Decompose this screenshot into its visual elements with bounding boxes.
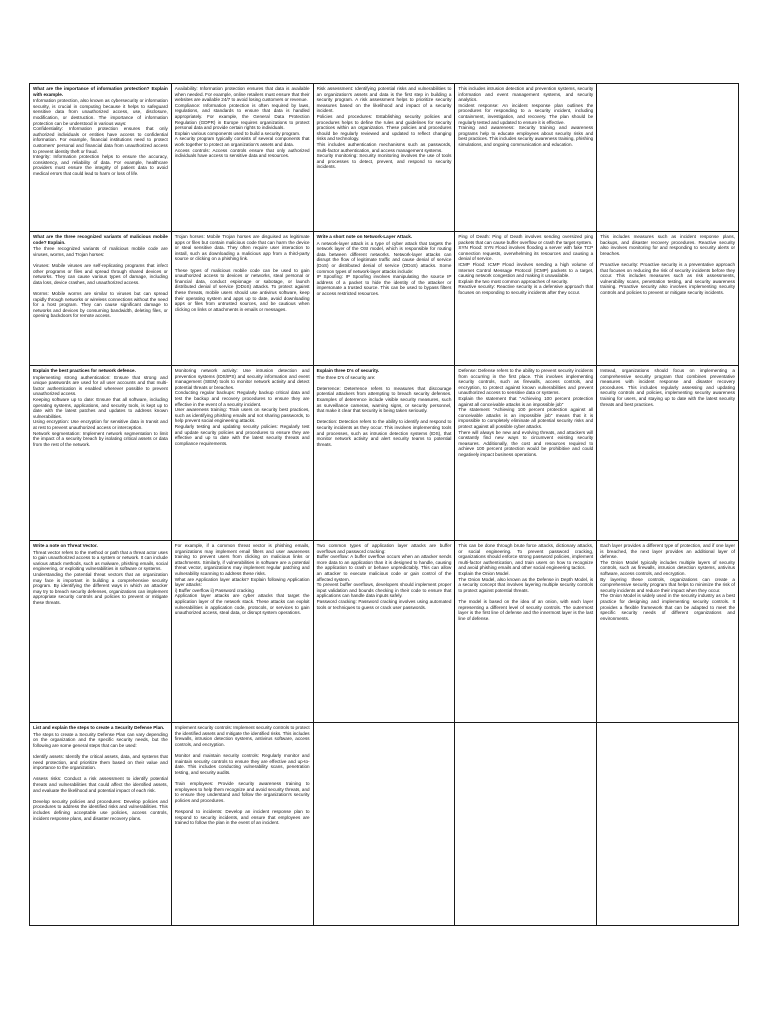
table-cell [597,541,739,723]
answer-text: This includes measures such as incident response plans, backups, and disaster recovery procedures. Reactive security also involves monitoring for and responding to security alerts or breaches. Proactive security: Proactive security is a preventative approach that focuses on reducing the risk of security incidents before they occur. This includes measures such as risk assessments, vulnerability scans, penetration testing, and security awareness training. Proactive security also involves implementing security controls and policies to prevent or mitigate security incidents. [600,234,735,295]
table-cell [171,366,313,541]
table-cell [597,366,739,541]
table-row [30,723,739,926]
table-cell [313,84,455,232]
answer-text: Threat vector refers to the method or path that a threat actor uses to gain unauthorized access to a system or network. It can include various attack methods, such as malware, phishing emails, social engineering, or exploiting vulnerabilities in software or systems. Understanding the potential threat vectors that an organization may face is important in building a comprehensive security program. By identifying the different ways in which an attacker may try to breach security defenses, organizations can implement appropriate security controls and policies to prevent or mitigate these threats. [33,549,168,605]
table-row [30,232,739,366]
answer-text: Implementing strong authentication: Ensure that strong and unique passwords are used for all user accounts and that multi-factor authentication is enabled wherever possible to prevent unauthorized access. Keeping software up to date: Ensure that all software, including operating systems, applications, and security tools, is kept up to date with the latest patches and updates to address known vulnerabilities. Using encryption: Use encryption for sensitive data in transit and at rest to prevent unauthorized access or interception. Network segmentation: Implement network segmentation to limit the impact of a security breach by isolating critical assets or data from the rest of the network. [33,374,168,447]
answer-text: The steps to create a Security Defense Plan can vary depending on the organization and the specific security needs, but the following are some general steps that can be used: Identify assets: Identify the critical assets, data, and systems that need protection, and prioritize them based on their value and importance to the organization. Assess risks: Conduct a risk assessment to identify potential threats and vulnerabilities that could affect the identified assets, and evaluate the likelihood and potential impact of each risk. Develop security policies and procedures: Develop policies and procedures to address the identified risks and vulnerabilities. This includes defining acceptable use policies, access controls, incident response plans, and disaster recovery plans. [33,731,168,821]
answer-text: A network-layer attack is a type of cyber attack that targets the network layer of the OSI model, which is responsible for routing data between different networks. Network-layer attacks can disrupt the flow of legitimate traffic and cause denial of service (DoS) or distributed denial of service (DDoS) attacks. Some common types of network-layer attacks include: IP Spoofing: IP Spoofing involves manipulating the source IP address of a packet to hide the identity of the attacker or impersonate a trusted source. This can be used to bypass filters or access restricted resources. [316,240,452,296]
table-cell [30,232,172,366]
table-cell [455,723,597,926]
question-heading: Explain the best practices for network defence. [33,368,136,373]
question-heading: What are the importance of information protection? Explain with example. [33,86,170,97]
table-cell [313,541,455,723]
table-cell [455,84,597,232]
answer-text: Each layer provides a different type of protection, and if one layer is breached, the next layer provides an additional layer of defense. The Onion Model typically includes multiple layers of security controls, such as firewalls, intrusion detection systems, antivirus software, access controls, and encryption. By layering these controls, organizations can create a comprehensive security program that helps to minimize the risk of security incidents and reduce their impact when they occur. The Onion Model is widely used in the security industry as a best practice for designing and implementing security controls. It provides a flexible framework that can be adapted to meet the specific security needs of different organizations and environments. [600,543,735,621]
answer-text: Information protection, also known as cybersecurity or information security, is crucial in computing because it helps to safeguard sensitive data from unauthorized access, use, disclosure, modification, or destruction. The importance of information protection can be understood in various ways: Confidentiality: Information protection ensures that only authorized individuals or entities have access to confidential information. For example, financial institutions need to protect customers' personal and financial data from unauthorized access to prevent identity theft or fraud. Integrity: Information protection helps to ensure the accuracy, consistency, and reliability of data. For example, healthcare providers must ensure the integrity of patient data to avoid medical errors that could lead to harm or loss of life. [33,98,168,176]
question-heading: Write a short note on Network-Layer Attack. [316,234,413,239]
document-page [29,83,739,925]
answer-text: The three recognized variants of malicious mobile code are viruses, worms, and Trojan horses: Viruses: Mobile viruses are self-replicating programs that infect other programs or files and spread through shared devices or networks. They can cause various types of damage, including data loss, device crashes, and unauthorized access. Worms: Mobile worms are similar to viruses but can spread rapidly through networks or wireless connections without the need for a host program. They can cause significant damage to networks and devices by consuming bandwidth, deleting files, or opening backdoors for remote access. [33,246,168,319]
table-cell [597,84,739,232]
notes-table [29,83,739,926]
answer-text: Implement security controls: Implement security controls to protect the identified assets and mitigate the identified risks. This includes firewalls, intrusion detection systems, antivirus software, access controls, and encryption. Monitor and maintain security controls: Regularly monitor and maintain security controls to ensure they are effective and up-to-date. This includes conducting vulnerability scans, penetration testing, and security audits. Train employees: Provide security awareness training to employees to help them recognize and avoid security threats, and to ensure they understand and follow the organization's security policies and procedures. Respond to incidents: Develop an incident response plan to respond to security incidents, and ensure that employees are trained to follow the plan in the event of an incident. [174,725,310,826]
table-row [30,84,739,232]
answer-text: The three D's of security are: Deterrence: Deterrence refers to measures that discourage potential attackers from attempting to breach security defenses. Examples of deterrence include visible security measures, such as surveillance cameras, warning signs, or security personnel, that make it clear that security is being taken seriously. Detection: Detection refers to the ability to identify and respond to security incidents as they occur. This involves implementing tools and processes, such as intrusion detection systems (IDS), that monitor network activity and alert security teams to potential threats. [316,374,452,447]
answer-text: Monitoring network activity: Use intrusion detection and prevention systems (IDS/IPS) and security information and event management (SIEM) tools to monitor network activity and detect potential threats or breaches. Conducting regular backups: Regularly backup critical data and test the backup and recovery procedures to ensure they are effective in the event of a security incident. User awareness training: Train users on security best practices, such as identifying phishing emails and not sharing passwords, to help prevent social engineering attacks. Regularly testing and updating security policies: Regularly test and update security policies and procedures to ensure they are effective and up to date with the latest security threats and compliance requirements. [174,368,310,446]
answer-text: Risk assessment: Identifying potential risks and vulnerabilities to an organization's assets and data is the first step in building a security program. A risk assessment helps to prioritize security measures based on the likelihood and impact of a security incident. Policies and procedures: Establishing security policies and procedures helps to define the rules and guidelines for security practices within an organization. These policies and procedures should be regularly reviewed and updated to reflect changing risks and technology. This includes authentication mechanisms such as passwords, multi-factor authentication, and access management systems. Security monitoring: Security monitoring involves the use of tools and processes to detect, prevent, and respond to security incidents. [316,86,452,170]
answer-text: This can be done through brute force attacks, dictionary attacks, or social engineering. To prevent password cracking, organizations should enforce strong password policies, implement multi-factor authentication, and train users on how to recognize and avoid phishing emails and other social engineering tactics. Explain the Onion Model. The Onion Model, also known as the Defense in Depth Model, is a security concept that involves layering multiple security controls to protect against potential threats. The model is based on the idea of an onion, with each layer representing a different level of security controls. The outermost layer is the first line of defense and the innermost layer is the last line of defense. [458,543,594,621]
question-heading: What are the three recognized variants of malicious mobile code? Explain. [33,234,170,245]
answer-text: This includes intrusion detection and prevention systems, security information and event management systems, and security analytics. Incident response: An incident response plan outlines the procedures for responding to a security incident, including containment, investigation, and recovery. The plan should be regularly tested and updated to ensure it is effective. Training and awareness: Security training and awareness programs help to educate employees about security risks and best practices. This includes security awareness training, phishing simulations, and ongoing communication and education. [458,86,594,147]
answer-text: Two common types of application layer attacks are buffer overflows and password cracking: Buffer overflow: A buffer overflow occurs when an attacker sends more data to an application than it is designed to handle, causing the application to crash or behave unpredictably. This can allow an attacker to execute malicious code or gain control of the affected system. To prevent buffer overflows, developers should implement proper input validation and bounds checking in their code to ensure that applications can handle data inputs safely. Password cracking: Password cracking involves using automated tools or techniques to guess or crack user passwords. [316,543,452,610]
table-cell [171,232,313,366]
question-heading: Write a note on Threat Vector. [33,543,98,548]
table-cell [30,366,172,541]
table-cell [313,232,455,366]
table-row [30,366,739,541]
table-cell [455,366,597,541]
question-heading: List and explain the steps to create a Security Defense Plan. [33,725,165,730]
table-cell [30,84,172,232]
answer-text: Availability: Information protection ensures that data is available when needed. For example, online retailers must ensure that their websites are available 24/7 to avoid losing customers or revenue. Compliance: Information protection is often required by laws, regulations, and standards to ensure that data is handled appropriately. For example, the General Data Protection Regulation (GDPR) in Europe requires organizations to protect personal data and provide certain rights to individuals. Explain various components used to build a security program. A security program typically consists of several components that work together to protect an organization's assets and data. Access controls: Access controls ensure that only authorized individuals have access to sensitive data and resources. [174,86,310,159]
answer-text: Trojan horses: Mobile Trojan horses are disguised as legitimate apps or files but contain malicious code that can harm the device or steal sensitive data. They often require user interaction to install, such as downloading a malicious app from a third-party source or clicking on a phishing link. These types of malicious mobile code can be used to gain unauthorized access to devices or networks, steal personal or financial data, conduct espionage or sabotage, or launch distributed denial of service (DDoS) attacks. To protect against these threats, mobile users should use antivirus software, keep their operating system and apps up to date, avoid downloading apps or files from untrusted sources, and be cautious when clicking on links or attachments in emails or messages. [174,234,310,312]
table-cell [171,723,313,926]
table-cell [313,366,455,541]
table-cell [171,541,313,723]
table-cell [597,232,739,366]
table-cell [313,723,455,926]
answer-text: Instead, organizations should focus on implementing a comprehensive security program that combines preventative measures with incident response and disaster recovery procedures. This includes regularly assessing and updating security controls and policies, implementing security awareness training for users, and staying up to date with the latest security threats and best practices. [600,368,737,407]
table-cell [597,723,739,926]
table-cell [171,84,313,232]
question-heading: Explain three D's of security. [316,368,380,373]
table-row [30,541,739,723]
answer-text: Defense: Defense refers to the ability to prevent security incidents from occurring in the first place. This involves implementing security controls, such as firewalls, access controls, and encryption, to protect against known vulnerabilities and prevent unauthorized access to sensitive data or systems. Explain the statement that "Achieving 100 percent protection against all conceivable attacks is an impossible job" The statement "Achieving 100 percent protection against all conceivable attacks is an impossible job" means that it is impossible to completely eliminate all potential security risks and protect against all possible cyber attacks. There will always be new and evolving threats, and attackers will constantly find new ways to circumvent existing security measures. Additionally, the cost and resources required to achieve 100 percent protection would be prohibitive and could negatively impact business operations. [458,368,594,457]
answer-text: Ping of Death: Ping of Death involves sending oversized ping packets that can cause buffer overflow or crash the target system. SYN Flood: SYN Flood involves flooding a server with fake TCP connection requests, overwhelming its resources and causing a denial of service. ICMP Flood: ICMP Flood involves sending a high volume of Internet Control Message Protocol (ICMP) packets to a target, causing network congestion and making it unavailable. Explain the two most common approaches of security. Reactive security: Reactive security is a defensive approach that focuses on responding to security incidents after they occur. [458,234,594,295]
table-cell [455,541,597,723]
table-cell [30,541,172,723]
table-cell [30,723,172,926]
table-cell [455,232,597,366]
answer-text: For example, if a common threat vector is phishing emails, organizations may implement email filters and user awareness training to prevent users from clicking on malicious links or attachments. Similarly, if vulnerabilities in software are a potential threat vector, organizations may implement regular patching and vulnerability scanning to address these risks. What are Application layer attacks? Explain following Application layer attacks: i) Buffer overflow ii) Password cracking Application layer attacks are cyber attacks that target the application layer of the network stack. These attacks can exploit vulnerabilities in application code, protocols, or services to gain unauthorized access, steal data, or disrupt system operations. [174,543,310,616]
